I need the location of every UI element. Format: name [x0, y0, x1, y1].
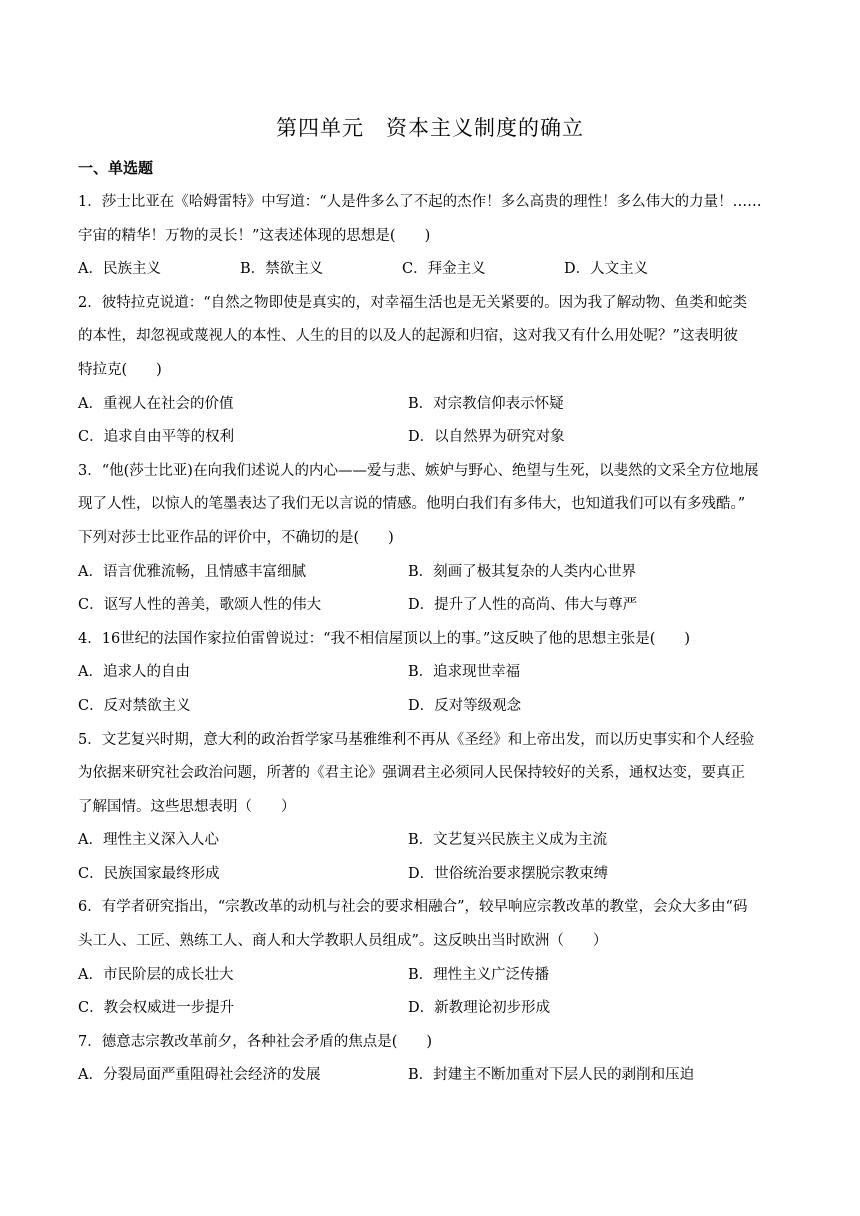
answer-option: C．教会权威进一步提升	[78, 1000, 235, 1017]
question-stem-line: 的本性，却忽视或蔑视人的本性、人生的目的以及人的起源和归宿，这对我又有什么用处呢？”这表明彼	[78, 328, 738, 345]
options-row	[78, 556, 786, 590]
options-row	[78, 992, 786, 1026]
question-stem-line: 4．16世纪的法国作家拉伯雷曾说过：“我不相信屋顶以上的事。”这反映了他的思想主张是( )	[78, 630, 691, 647]
answer-option: C．民族国家最终形成	[78, 865, 220, 882]
question-stem-line: 为依据来研究社会政治问题，所著的《君主论》强调君主必须同人民保持较好的关系，通权达变，要真正	[78, 765, 745, 782]
options-row	[78, 824, 786, 858]
question-stem-line: 5．文艺复兴时期，意大利的政治哲学家马基雅维利不再从《圣经》和上帝出发，而以历史事实和个人经验	[78, 731, 755, 748]
answer-option: D．世俗统治要求摆脱宗教束缚	[408, 865, 609, 882]
answer-option: A．民族主义	[78, 261, 161, 278]
question-stem-line: 7．德意志宗教改革前夕，各种社会矛盾的焦点是( )	[78, 1033, 433, 1050]
question-stem-line: 2．彼特拉克说道：“自然之物即使是真实的，对幸福生活也是无关紧要的。因为我了解动物、鱼类和蛇类	[78, 294, 748, 311]
answer-option: A．市民阶层的成长壮大	[78, 966, 234, 983]
page-title: 第四单元 资本主义制度的确立	[276, 116, 584, 140]
answer-option: A．重视人在社会的价值	[78, 395, 234, 412]
question-stem-line: 现了人性，以惊人的笔墨表达了我们无以言说的情感。他明白我们有多伟大，也知道我们可以有多残酷。”	[78, 496, 746, 513]
answer-option: B．刻画了极其复杂的人类内心世界	[408, 563, 637, 580]
question-7	[78, 1026, 786, 1093]
question-stem-line: 特拉克( )	[78, 361, 162, 378]
options-row	[78, 1059, 786, 1093]
answer-option: C．讴写人性的善美，歌颂人性的伟大	[78, 597, 322, 614]
answer-option: B．封建主不断加重对下层人民的剥削和压迫	[408, 1067, 695, 1084]
question-stem-line: 了解国情。这些思想表明（ ）	[78, 798, 296, 815]
question-5	[78, 724, 786, 892]
answer-option: B．理性主义广泛传播	[408, 966, 550, 983]
answer-option: B．禁欲主义	[240, 261, 324, 278]
question-3	[78, 455, 786, 623]
options-row	[78, 690, 786, 724]
question-stem-line: 3．“他(莎士比亚)在向我们述说人的内心——爱与悲、嫉妒与野心、绝望与生死，以斐然的文采全方位地展	[78, 462, 759, 479]
section-heading: 一、单选题	[78, 159, 154, 177]
answer-option: D．反对等级观念	[408, 697, 522, 714]
answer-option: D．新教理论初步形成	[408, 1000, 551, 1017]
options-row	[78, 656, 786, 690]
answer-option: A．理性主义深入人心	[78, 832, 219, 849]
options-row	[78, 589, 786, 623]
question-stem-line: 6．有学者研究指出，“宗教改革的动机与社会的要求相融合”，较早响应宗教改革的教堂，会众大多由“码	[78, 899, 748, 916]
options-row	[78, 388, 786, 422]
answer-option: D．以自然界为研究对象	[408, 429, 565, 446]
answer-option: A．追求人的自由	[78, 664, 190, 681]
options-row	[78, 421, 786, 455]
answer-option: D．人文主义	[564, 261, 649, 278]
answer-option: B．文艺复兴民族主义成为主流	[408, 832, 608, 849]
options-row	[78, 858, 786, 892]
question-list	[78, 186, 786, 1093]
answer-option: B．追求现世幸福	[408, 664, 521, 681]
question-4	[78, 623, 786, 724]
answer-option: B．对宗教信仰表示怀疑	[408, 395, 564, 412]
answer-option: D．提升了人性的高尚、伟大与尊严	[408, 597, 638, 614]
answer-option: A．语言优雅流畅，且情感丰富细腻	[78, 563, 306, 580]
question-6	[78, 891, 786, 1025]
options-row	[78, 253, 786, 287]
options-row	[78, 959, 786, 993]
question-2	[78, 287, 786, 455]
question-stem-line: 头工人、工匠、熟练工人、商人和大学教职人员组成”。这反映出当时欧洲（ ）	[78, 933, 608, 950]
answer-option: C．拜金主义	[402, 261, 486, 278]
answer-option: C．追求自由平等的权利	[78, 429, 235, 446]
question-stem-line: 宇宙的精华！万物的灵长！”这表述体现的思想是( )	[78, 227, 431, 244]
question-stem-line: 1．莎士比亚在《哈姆雷特》中写道：“人是件多么了不起的杰作！多么高贵的理性！多么伟大的力量！……	[78, 194, 762, 210]
question-1	[78, 186, 786, 287]
question-stem-line: 下列对莎士比亚作品的评价中，不确切的是( )	[78, 529, 394, 546]
answer-option: A．分裂局面严重阻碍社会经济的发展	[78, 1067, 321, 1084]
answer-option: C．反对禁欲主义	[78, 697, 191, 714]
